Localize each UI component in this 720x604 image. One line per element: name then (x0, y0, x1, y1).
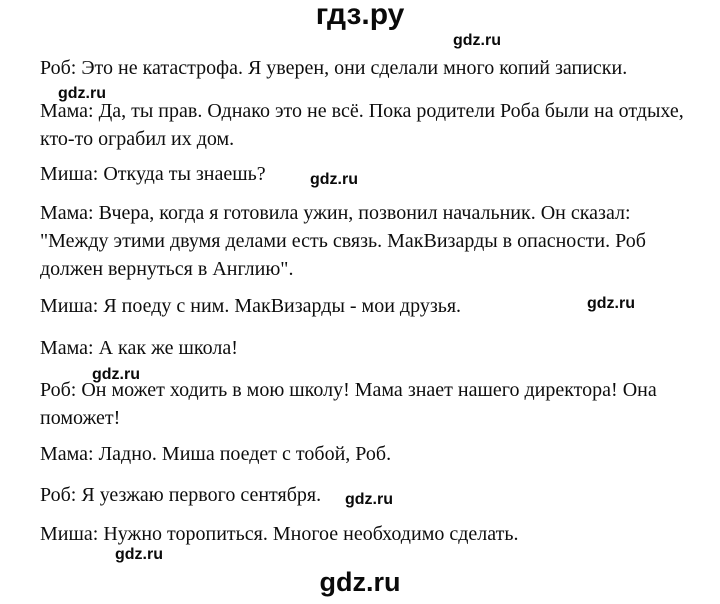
dialogue-line: Мама: Ладно. Миша поедет с тобой, Роб. (40, 443, 392, 465)
dialogue-paragraph-mama-2 (40, 199, 700, 283)
gdz-watermark: gdz.ru (453, 32, 501, 49)
dialogue-paragraph-misha-2 (40, 292, 700, 320)
dialogue-paragraph-rob-1 (40, 54, 700, 82)
dialogue-line: должен вернуться в Англию". (40, 258, 294, 280)
dialogue-paragraph-mama-4 (40, 440, 700, 468)
gdz-watermark: gdz.ru (92, 366, 140, 383)
gdz-watermark: gdz.ru (58, 85, 106, 102)
dialogue-paragraph-misha-3 (40, 520, 700, 548)
dialogue-line: поможет! (40, 407, 121, 429)
dialogue-paragraph-misha-1 (40, 160, 700, 188)
dialogue-line: Мама: Вчера, когда я готовила ужин, позвонил начальник. Он сказал: (40, 202, 631, 224)
dialogue-line: Роб: Это не катастрофа. Я уверен, они сделали много копий записки. (40, 57, 628, 79)
dialogue-line: Роб: Я уезжаю первого сентября. (40, 484, 322, 506)
dialogue-paragraph-mama-3 (40, 334, 700, 362)
dialogue-line: Миша: Откуда ты знаешь? (40, 163, 266, 185)
dialogue-paragraph-mama-1 (40, 97, 700, 153)
dialogue-line: кто-то ограбил их дом. (40, 128, 235, 150)
dialogue-paragraph-rob-2 (40, 376, 700, 432)
dialogue-line: Мама: Да, ты прав. Однако это не всё. Пока родители Роба были на отдыхе, (40, 100, 684, 122)
dialogue-line: "Между этими двумя делами есть связь. МакВизарды в опасности. Роб (40, 230, 646, 252)
dialogue-line: Миша: Я поеду с ним. МакВизарды - мои друзья. (40, 295, 462, 317)
dialogue-line: Миша: Нужно торопиться. Многое необходимо сделать. (40, 523, 519, 545)
dialogue-paragraph-rob-3 (40, 481, 700, 509)
gdz-watermark: gdz.ru (345, 491, 393, 508)
gdz-watermark: gdz.ru (115, 546, 163, 563)
gdz-watermark-large: gdz.ru (319, 567, 401, 597)
dialogue-line: Мама: А как же школа! (40, 337, 238, 359)
gdz-watermark: gdz.ru (310, 171, 358, 188)
gdz-watermark: gdz.ru (587, 295, 635, 312)
site-title: гдз.ру (315, 0, 405, 31)
dialogue-line: Роб: Он может ходить в мою школу! Мама знает нашего директора! Она (40, 379, 657, 401)
